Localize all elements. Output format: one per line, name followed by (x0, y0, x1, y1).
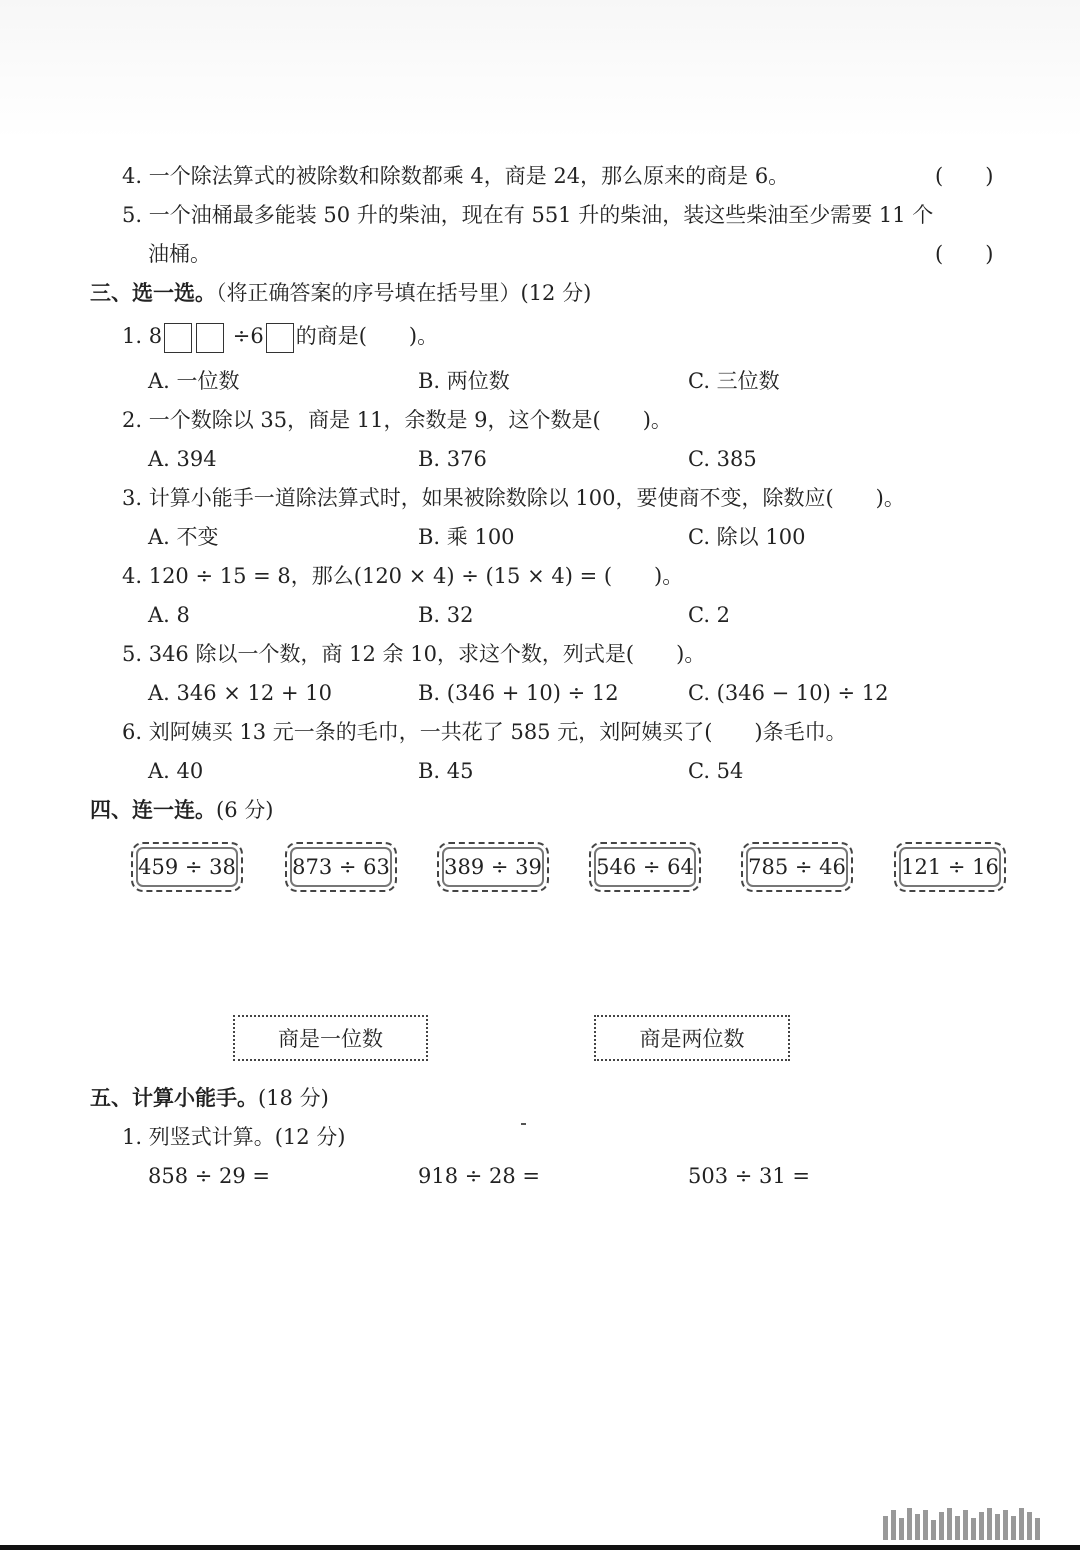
category-one-digit-quotient[interactable]: 商是一位数 (233, 1015, 428, 1061)
q1-option-b[interactable]: B. 两位数 (418, 369, 510, 393)
blank-box-3[interactable] (266, 323, 294, 353)
q1-divisor: ÷6 (232, 324, 264, 348)
answer-paren-4[interactable]: ( ) (935, 164, 994, 188)
expression-card-3[interactable]: 389 ÷ 39 (437, 842, 549, 892)
choice-question-4: 4. 120 ÷ 15 = 8，那么(120 × 4) ÷ (15 × 4) = ( )。 (122, 564, 684, 588)
section-4-heading (90, 796, 273, 824)
choice-question-6: 6. 刘阿姨买 13 元一条的毛巾，一共花了 585 元，刘阿姨买了( )条毛巾。 (122, 720, 847, 744)
q5-option-c[interactable]: C. (346 − 10) ÷ 12 (688, 681, 889, 705)
section-5-note: (18 分) (258, 1086, 329, 1110)
q2-option-c[interactable]: C. 385 (688, 447, 757, 471)
q4-option-b[interactable]: B. 32 (418, 603, 474, 627)
stray-mark (521, 1123, 526, 1125)
section-3-title: 三、选一选。 (90, 281, 216, 305)
section-5-heading (90, 1084, 329, 1112)
q6-option-b[interactable]: B. 45 (418, 759, 474, 783)
section-4-note: (6 分) (216, 798, 274, 822)
category-two-digit-quotient[interactable]: 商是两位数 (594, 1015, 790, 1061)
judge-question-5: 5. 一个油桶最多能装 50 升的柴油，现在有 551 升的柴油，装这些柴油至少需要 11 个 (122, 203, 934, 227)
expression-card-6[interactable]: 121 ÷ 16 (894, 842, 1006, 892)
section-3-heading (90, 279, 591, 307)
q3-option-b[interactable]: B. 乘 100 (418, 525, 515, 549)
q6-option-a[interactable]: A. 40 (148, 759, 204, 783)
q4-option-a[interactable]: A. 8 (148, 603, 190, 627)
q5-option-b[interactable]: B. (346 + 10) ÷ 12 (418, 681, 619, 705)
expression-card-4[interactable]: 546 ÷ 64 (589, 842, 701, 892)
sub-question-1: 1. 列竖式计算。(12 分) (122, 1125, 346, 1149)
section-3-note: （将正确答案的序号填在括号里）(12 分) (216, 281, 592, 305)
expression-card-2[interactable]: 873 ÷ 63 (285, 842, 397, 892)
q2-option-a[interactable]: A. 394 (148, 447, 217, 471)
watermark-logo (883, 1506, 1055, 1540)
blank-box-1[interactable] (164, 323, 192, 353)
choice-question-3: 3. 计算小能手一道除法算式时，如果被除数除以 100，要使商不变，除数应( )。 (122, 486, 905, 510)
expression-card-5[interactable]: 785 ÷ 46 (741, 842, 853, 892)
section-4-title: 四、连一连。 (90, 798, 216, 822)
expression-card-1[interactable]: 459 ÷ 38 (131, 842, 243, 892)
choice-question-5: 5. 346 除以一个数，商 12 余 10，求这个数，列式是( )。 (122, 642, 706, 666)
judge-question-5-cont: 油桶。 (148, 242, 211, 266)
calc-item-1: 858 ÷ 29 = (148, 1164, 271, 1188)
blank-box-2[interactable] (196, 323, 224, 353)
q3-option-c[interactable]: C. 除以 100 (688, 525, 806, 549)
q1-option-c[interactable]: C. 三位数 (688, 369, 780, 393)
q6-option-c[interactable]: C. 54 (688, 759, 744, 783)
q5-option-a[interactable]: A. 346 × 12 + 10 (148, 681, 332, 705)
page-bottom-border (0, 1545, 1080, 1550)
q1-suffix: 的商是( )。 (295, 324, 439, 348)
answer-paren-5[interactable]: ( ) (935, 242, 994, 266)
q1-option-a[interactable]: A. 一位数 (148, 369, 240, 393)
q3-option-a[interactable]: A. 不变 (148, 525, 219, 549)
q4-option-c[interactable]: C. 2 (688, 603, 731, 627)
choice-question-2: 2. 一个数除以 35，商是 11，余数是 9，这个数是( )。 (122, 408, 672, 432)
calc-item-2: 918 ÷ 28 = (418, 1164, 541, 1188)
choice-question-1 (122, 322, 438, 353)
judge-question-4: 4. 一个除法算式的被除数和除数都乘 4，商是 24，那么原来的商是 6。 (122, 164, 790, 188)
calc-item-3: 503 ÷ 31 = (688, 1164, 811, 1188)
section-5-title: 五、计算小能手。 (90, 1086, 258, 1110)
q1-prefix: 1. 8 (122, 324, 163, 348)
q2-option-b[interactable]: B. 376 (418, 447, 487, 471)
